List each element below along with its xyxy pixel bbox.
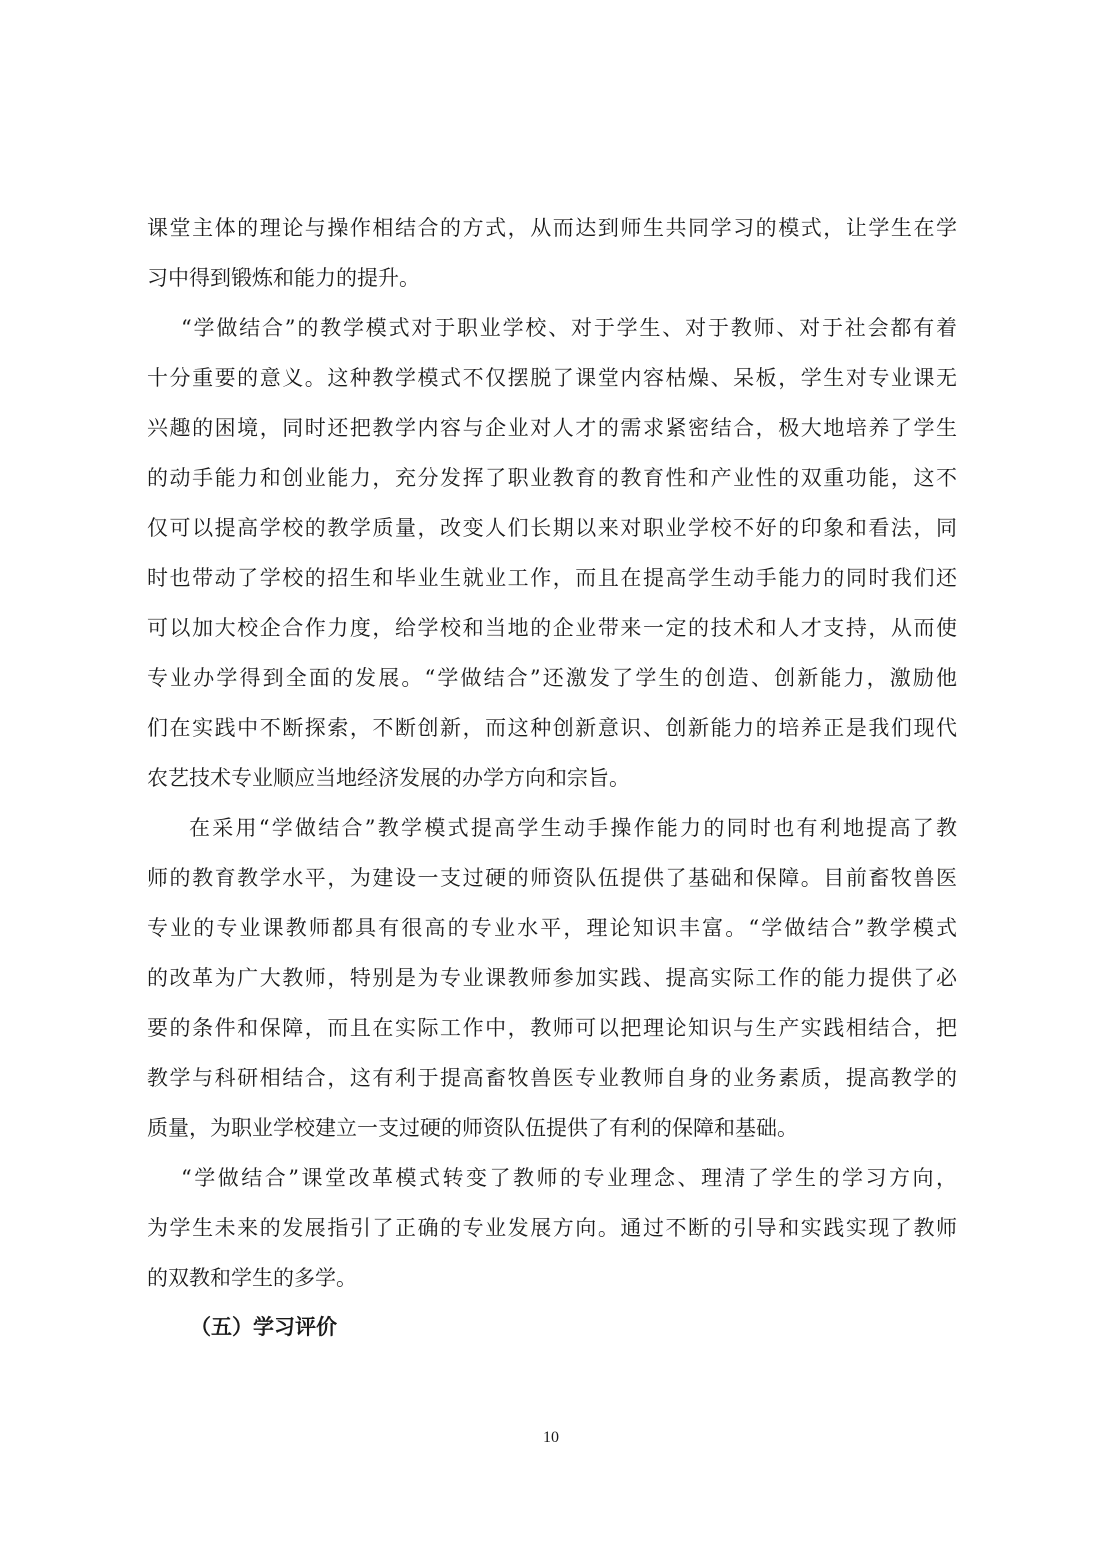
body-text (147, 203, 957, 1303)
text-line: 时也带动了学校的招生和毕业生就业工作，而且在提高学生动手能力的同时我们还 (147, 566, 957, 590)
text-line: “学做结合”课堂改革模式转变了教师的专业理念、理清了学生的学习方向， (181, 1166, 957, 1190)
text-line: 习中得到锻炼和能力的提升。 (147, 266, 420, 290)
text-line: 仅可以提高学校的教学质量，改变人们长期以来对职业学校不好的印象和看法，同 (147, 516, 957, 540)
text-line: 为学生未来的发展指引了正确的专业发展方向。通过不断的引导和实践实现了教师 (147, 1216, 957, 1240)
text-line: 质量，为职业学校建立一支过硬的师资队伍提供了有利的保障和基础。 (147, 1116, 798, 1140)
text-line: 教学与科研相结合，这有利于提高畜牧兽医专业教师自身的业务素质，提高教学的 (147, 1066, 957, 1090)
text-line: 可以加大校企合作力度，给学校和当地的企业带来一定的技术和人才支持，从而使 (147, 616, 957, 640)
text-line: 农艺技术专业顺应当地经济发展的办学方向和宗旨。 (147, 766, 630, 790)
page-number: 10 (543, 1429, 559, 1446)
text-line: 兴趣的困境，同时还把教学内容与企业对人才的需求紧密结合，极大地培养了学生 (147, 416, 957, 440)
text-line: 师的教育教学水平，为建设一支过硬的师资队伍提供了基础和保障。目前畜牧兽医 (147, 866, 957, 890)
text-line: 的改革为广大教师，特别是为专业课教师参加实践、提高实际工作的能力提供了必 (147, 966, 957, 990)
text-line: 专业办学得到全面的发展。“学做结合”还激发了学生的创造、创新能力，激励他 (147, 666, 957, 690)
text-line: 的动手能力和创业能力，充分发挥了职业教育的教育性和产业性的双重功能，这不 (147, 466, 957, 490)
text-line: 课堂主体的理论与操作相结合的方式，从而达到师生共同学习的模式，让学生在学 (147, 216, 957, 240)
section-heading: （五）学习评价 (190, 1314, 337, 1339)
text-line: 十分重要的意义。这种教学模式不仅摆脱了课堂内容枯燥、呆板，学生对专业课无 (147, 366, 957, 390)
text-line: 的双教和学生的多学。 (147, 1266, 357, 1290)
text-line: 专业的专业课教师都具有很高的专业水平，理论知识丰富。“学做结合”教学模式 (147, 916, 957, 940)
text-line: 们在实践中不断探索，不断创新，而这种创新意识、创新能力的培养正是我们现代 (147, 716, 957, 740)
text-line: “学做结合”的教学模式对于职业学校、对于学生、对于教师、对于社会都有着 (181, 316, 957, 340)
text-line: 要的条件和保障，而且在实际工作中，教师可以把理论知识与生产实践相结合，把 (147, 1016, 957, 1040)
text-line: 在采用“学做结合”教学模式提高学生动手操作能力的同时也有利地提高了教 (189, 816, 957, 840)
